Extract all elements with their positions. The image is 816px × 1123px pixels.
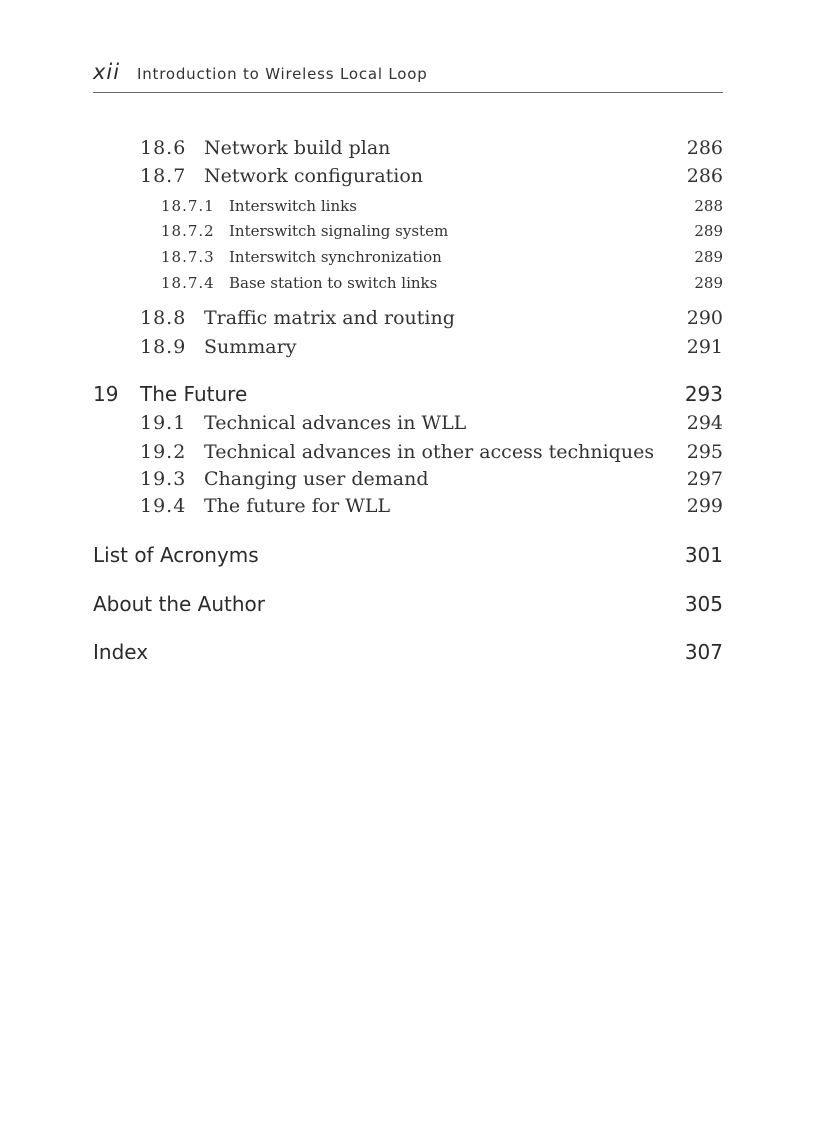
toc-entry-acronyms[interactable] [93, 543, 723, 571]
running-title: Introduction to Wireless Local Loop [137, 65, 428, 83]
toc-chapter-number: 19 [93, 382, 119, 406]
toc-number: 18.7.3 [161, 248, 215, 266]
toc-page: 290 [686, 307, 723, 329]
toc-page: 289 [694, 274, 723, 292]
toc-title: Interswitch links [229, 197, 357, 215]
toc-entry-about-author[interactable] [93, 592, 723, 620]
toc-entry-18-7-4[interactable] [93, 274, 723, 302]
toc-page: 299 [686, 495, 723, 517]
toc-entry-19-4[interactable] [93, 495, 723, 523]
toc-number: 18.7.1 [161, 197, 215, 215]
toc-entry-18-6[interactable] [93, 137, 723, 165]
toc-entry-19-1[interactable] [93, 412, 723, 440]
toc-title: Technical advances in other access techniques [204, 441, 655, 463]
toc-page: 297 [686, 468, 723, 490]
toc-page: 289 [694, 222, 723, 240]
toc-title: Network build plan [204, 137, 391, 159]
toc-number: 18.7.4 [161, 274, 215, 292]
toc-page: 293 [684, 382, 723, 406]
toc-page: 291 [686, 336, 723, 358]
toc-entry-chapter-19[interactable] [93, 382, 723, 410]
toc-entry-19-3[interactable] [93, 468, 723, 496]
running-header [93, 60, 723, 93]
toc-page: 286 [686, 137, 723, 159]
toc-number: 19.4 [140, 495, 187, 517]
toc-page: 289 [694, 248, 723, 266]
toc-entry-19-2[interactable] [93, 441, 723, 469]
toc-number: 18.8 [140, 307, 187, 329]
toc-title: Index [93, 640, 149, 664]
toc-title: Summary [204, 336, 297, 358]
toc-entry-18-7-2[interactable] [93, 222, 723, 250]
toc-title: Interswitch synchronization [229, 248, 442, 266]
toc-entry-18-7-3[interactable] [93, 248, 723, 276]
toc-title: Traffic matrix and routing [204, 307, 455, 329]
toc-number: 19.3 [140, 468, 187, 490]
toc-entry-18-7-1[interactable] [93, 197, 723, 225]
toc-title: Network configuration [204, 165, 424, 187]
toc-number: 18.7.2 [161, 222, 215, 240]
toc-page: 286 [686, 165, 723, 187]
toc-number: 18.6 [140, 137, 187, 159]
toc-entry-18-8[interactable] [93, 307, 723, 335]
toc-title: Changing user demand [204, 468, 429, 490]
toc-number: 19.2 [140, 441, 187, 463]
toc-page: 294 [686, 412, 723, 434]
toc-title: List of Acronyms [93, 543, 259, 567]
toc-title: About the Author [93, 592, 266, 616]
toc-page: 295 [686, 441, 723, 463]
page-folio: xii [93, 60, 121, 84]
toc-title: The future for WLL [204, 495, 391, 517]
toc-number: 18.9 [140, 336, 187, 358]
toc-chapter-title: The Future [140, 382, 248, 406]
toc-number: 19.1 [140, 412, 187, 434]
toc-page: 307 [684, 640, 723, 664]
toc-title: Technical advances in WLL [204, 412, 467, 434]
toc-title: Base station to switch links [229, 274, 438, 292]
toc-number: 18.7 [140, 165, 187, 187]
toc-page: 301 [684, 543, 723, 567]
toc-entry-18-7[interactable] [93, 165, 723, 193]
toc-page: 288 [694, 197, 723, 215]
toc-entry-18-9[interactable] [93, 336, 723, 364]
toc-entry-index[interactable] [93, 640, 723, 668]
toc-page: 305 [684, 592, 723, 616]
toc-title: Interswitch signaling system [229, 222, 449, 240]
